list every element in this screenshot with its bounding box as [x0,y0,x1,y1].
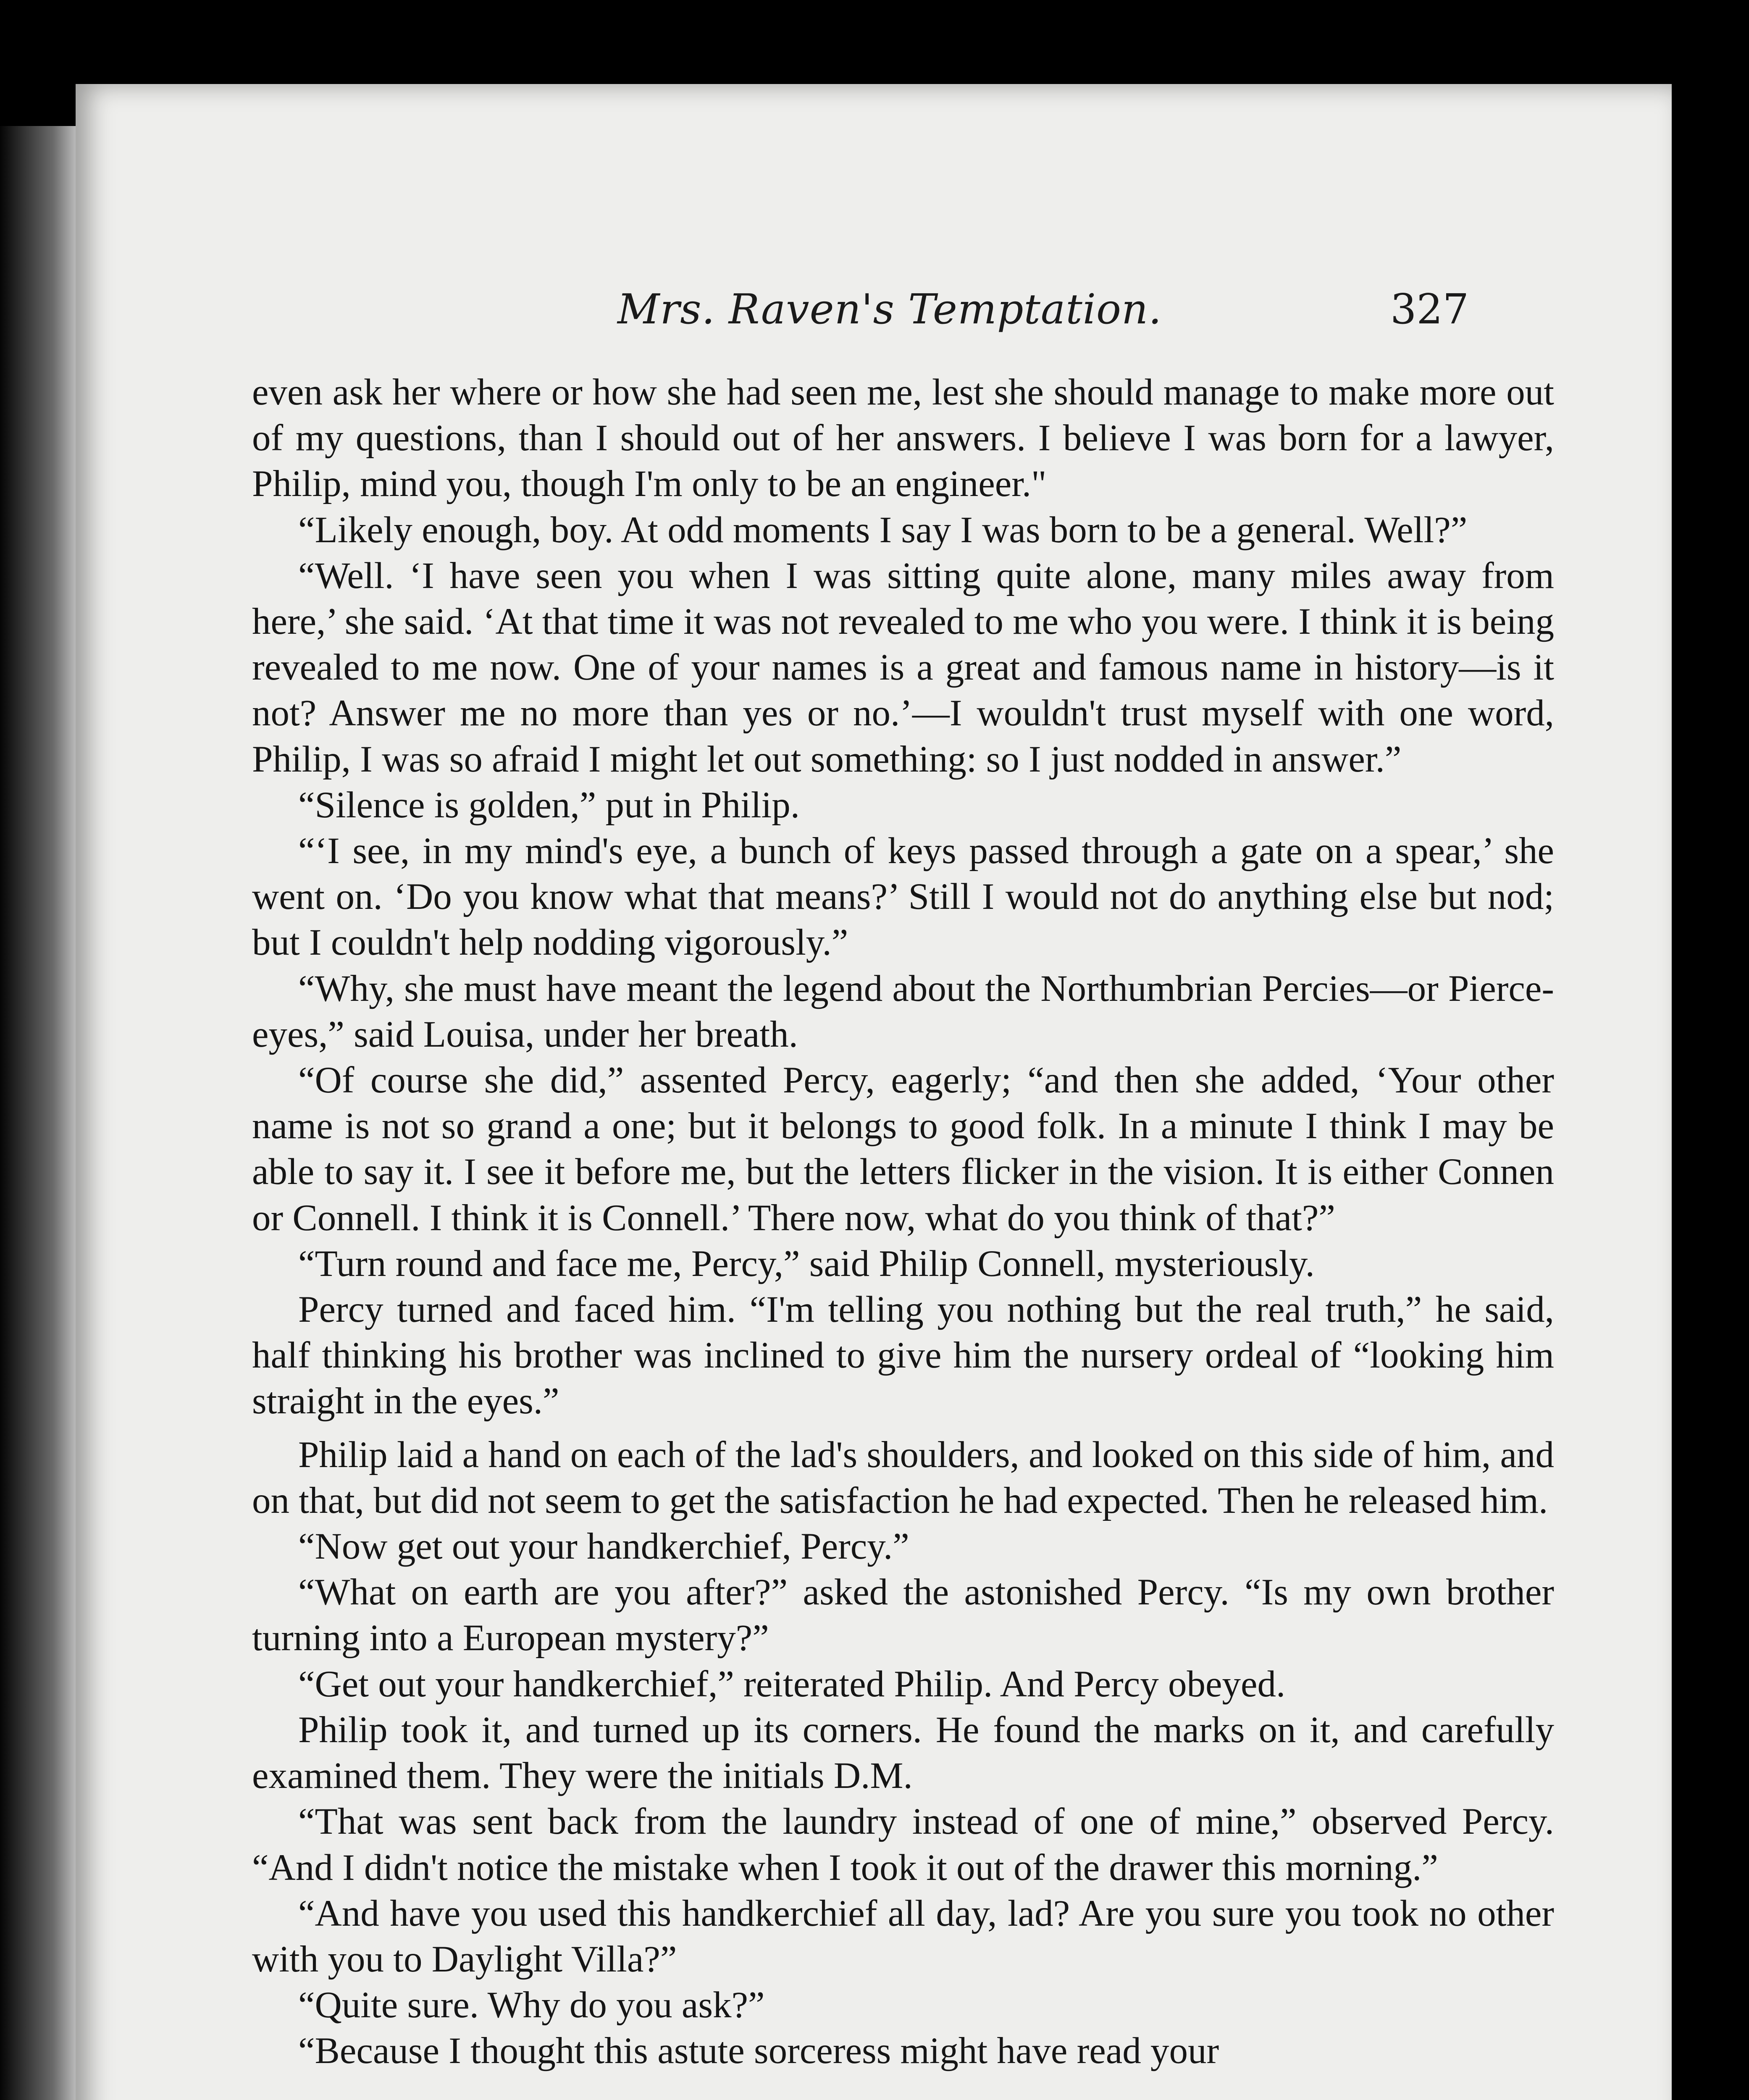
paragraph: Philip laid a hand on each of the lad's shoulders, and looked on this side of him, and on that, but did not seem to get the satisfaction he had expected. Then he released him. [252,1434,1554,1521]
page-header [76,286,1672,370]
paragraph: Percy turned and faced him. “I'm telling you nothing but the real truth,” he said, half thinking his brother was inclined to give him the nursery ordeal of “looking him straight in the eyes.” [252,1289,1554,1422]
page-number: 327 [1390,286,1469,333]
paragraph: “Well. ‘I have seen you when I was sitting quite alone, many miles away from here,’ she said. ‘At that time it was not revealed to me who you were. I think it is being revealed to me now. One of your names is a great and famous name in history—is it not? Answer me no more than yes or no.’—I wouldn't trust myself with one word, Philip, I was so afraid I might let out something: so I just nodded in answer.” [252,555,1554,780]
paragraph: even ask her where or how she had seen me, lest she should manage to make more out of my questions, than I should out of her answers. I believe I was born for a lawyer, Philip, mind you, though I'm only to be an engineer." [252,372,1554,505]
paragraph: “Now get out your handkerchief, Percy.” [298,1526,909,1567]
paragraph: “Quite sure. Why do you ask?” [298,1984,765,2026]
paragraph: “Get out your handkerchief,” reiterated Philip. And Percy obeyed. [298,1663,1286,1705]
book-page [76,84,1672,2100]
paragraph: “Why, she must have meant the legend about the Northumbrian Percies—or Pierce-eyes,” said Louisa, under her breath. [252,968,1554,1055]
paragraph: “Likely enough, boy. At odd moments I say I was born to be a general. Well?” [298,509,1468,551]
paragraph: “Turn round and face me, Percy,” said Philip Connell, mysteriously. [298,1243,1315,1284]
paragraph: “What on earth are you after?” asked the astonished Percy. “Is my own brother turning into a European mystery?” [252,1572,1554,1659]
paragraph: “That was sent back from the laundry instead of one of mine,” observed Percy. “And I didn't notice the mistake when I took it out of the drawer this morning.” [252,1801,1554,1888]
book-gutter-shadow [0,126,76,2100]
paragraph: “‘I see, in my mind's eye, a bunch of keys passed through a gate on a spear,’ she went on. ‘Do you know what that means?’ Still I would not do anything else but nod; but I couldn't help nodding vigorously.” [252,830,1554,963]
paragraph: Philip took it, and turned up its corners. He found the marks on it, and carefully examined them. They were the initials D.M. [252,1709,1554,1797]
paragraph: “Of course she did,” assented Percy, eagerly; “and then she added, ‘Your other name is not so grand a one; but it belongs to good folk. In a minute I think I may be able to say it. I see it before me, but the letters flicker in the vision. It is either Connen or Connell. I think it is Connell.’ There now, what do you think of that?” [252,1060,1554,1239]
paragraph: “And have you used this handkerchief all day, lad? Are you sure you took no other with you to Daylight Villa?” [252,1893,1554,1980]
page-body [252,370,1554,2074]
paragraph: “Because I thought this astute sorceress might have read your [298,2030,1219,2072]
running-title: Mrs. Raven's Temptation. [617,286,1162,333]
paragraph: “Silence is golden,” put in Philip. [298,784,800,826]
